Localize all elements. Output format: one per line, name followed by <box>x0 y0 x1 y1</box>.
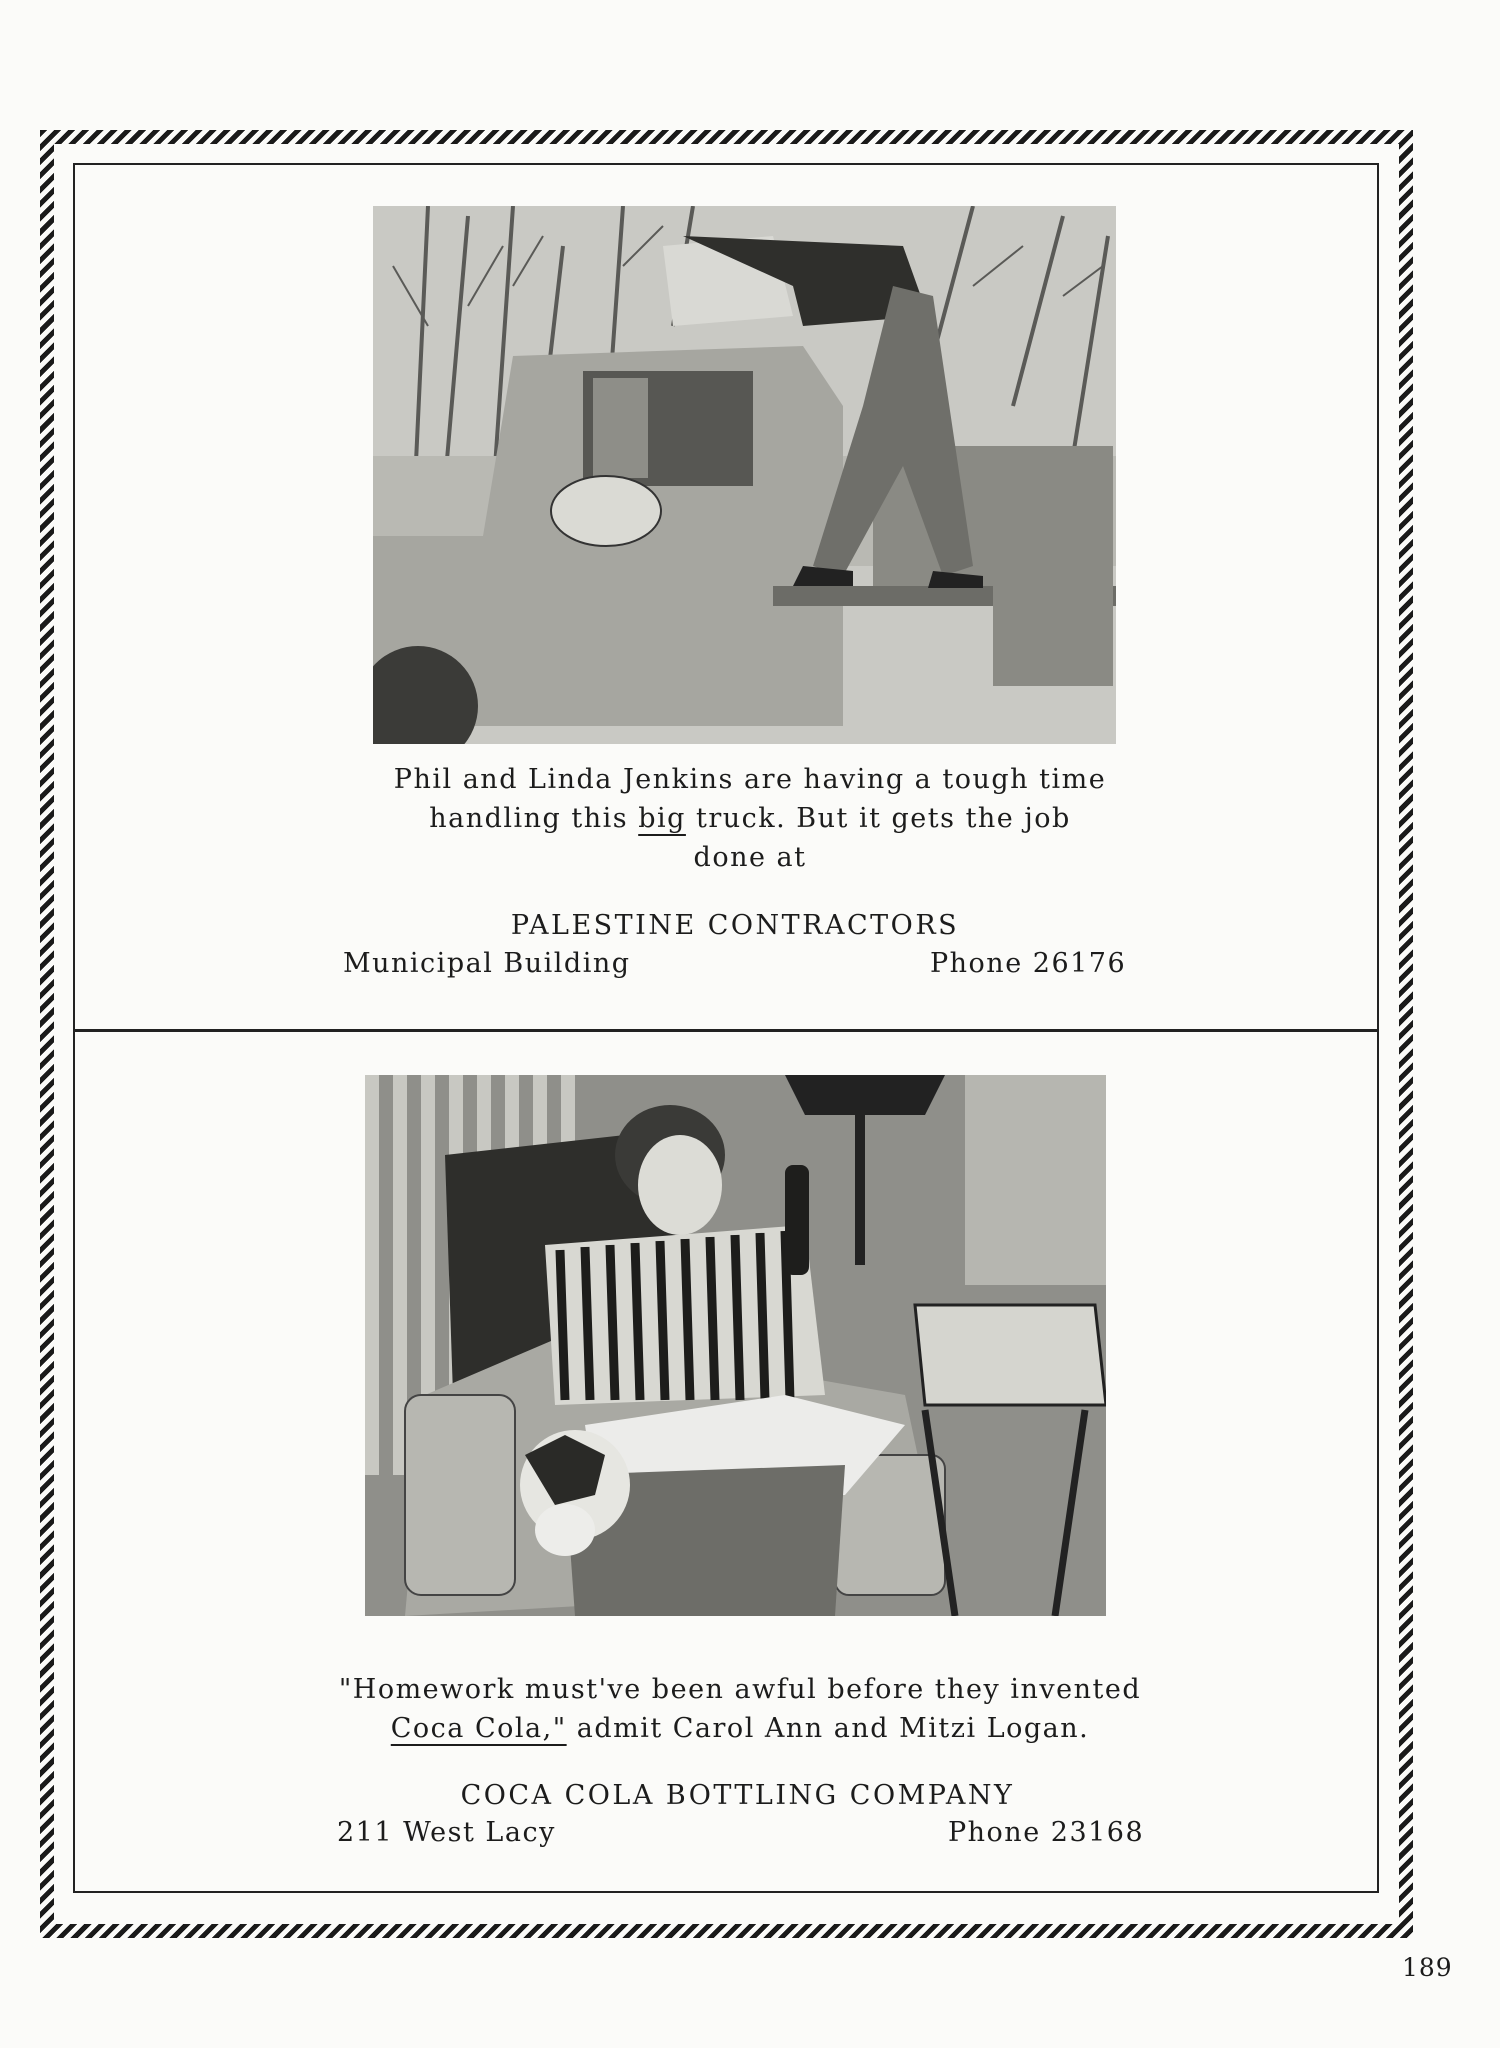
homework-photo <box>365 1075 1106 1616</box>
ad2-caption-line2 <box>260 1709 1220 1748</box>
ad1-phone: Phone 26176 <box>930 948 1127 979</box>
ad-divider <box>73 1029 1379 1032</box>
ad1-caption-line1: Phil and Linda Jenkins are having a tough time <box>393 764 1107 795</box>
ad1-caption-text: handling this <box>429 803 639 834</box>
ad1-caption-line2 <box>300 799 1200 838</box>
ad2-caption <box>260 1670 1220 1748</box>
ad2-caption-line1: "Homework must've been awful before they invented <box>338 1674 1142 1705</box>
ad2-address: 211 West Lacy <box>337 1817 556 1848</box>
ad2-company-name: COCA COLA BOTTLING COMPANY <box>460 1780 1015 1811</box>
ad1-caption-line3: done at <box>693 842 807 873</box>
ad1-caption-text: truck. But it gets the job <box>685 803 1071 834</box>
ad1-caption-emphasis: big <box>638 803 686 834</box>
page-number: 189 <box>1402 1953 1453 1982</box>
ad2-phone: Phone 23168 <box>948 1817 1145 1848</box>
truck-photo <box>373 206 1116 744</box>
ad1-company-name: PALESTINE CONTRACTORS <box>510 910 960 941</box>
ad1-address: Municipal Building <box>343 948 631 979</box>
ad2-caption-emphasis: Coca Cola," <box>390 1713 567 1744</box>
ad1-caption <box>300 760 1200 877</box>
ad2-caption-text: admit Carol Ann and Mitzi Logan. <box>566 1713 1090 1744</box>
